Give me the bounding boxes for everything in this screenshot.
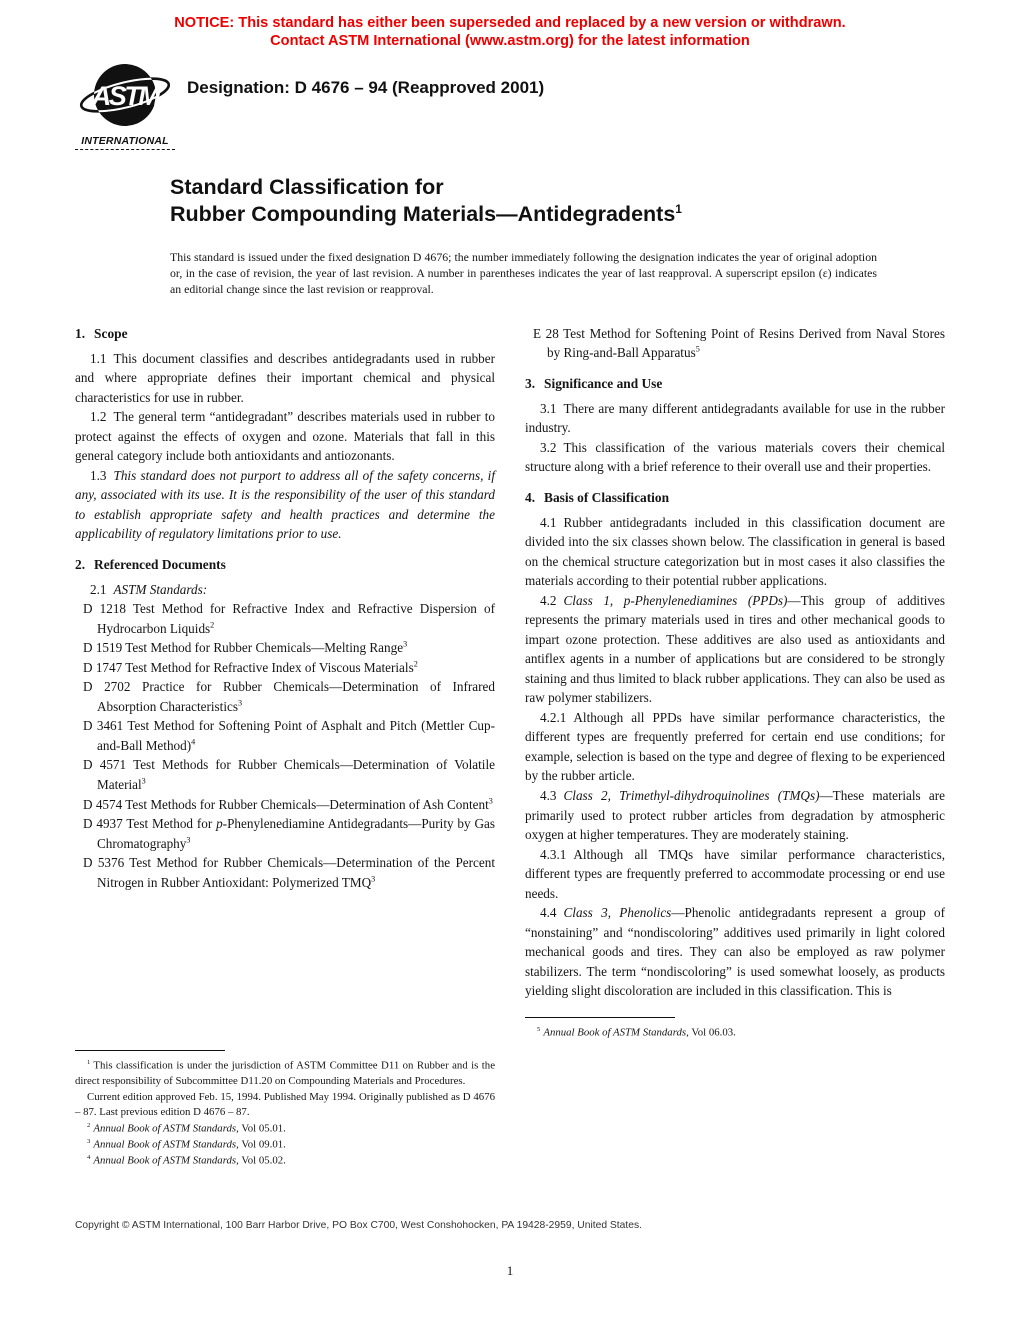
reference-item-d1519: D 1519 Test Method for Rubber Chemicals—Melting Range$^3$ xyxy=(83,639,408,656)
title-footnote-ref: 1 xyxy=(675,201,682,216)
footnote-1-edition: Current edition approved Feb. 15, 1994. Published May 1994. Originally published as D 4676 – 87. Last previous edition D 4676 – 87. xyxy=(75,1090,495,1119)
notice-line-1: NOTICE: This standard has either been superseded and replaced by a new version or withdrawn. xyxy=(174,15,846,31)
paragraph-4-2-1: 4.2.1 Although all PPDs have similar performance characteristics, the different types are frequently preferred for certain end use conditions; for example, selection is based on the type and degree of flexing to be experienced by the rubber article. xyxy=(525,709,945,784)
title-line-1: Standard Classification for xyxy=(170,175,444,200)
paragraph-4-2: 4.2 Class 1, p-Phenylenediamines (PPDs)—This group of additives represents the primary materials used in tires and other mechanical goods to impart ozone protection. These additives are also used as antioxidants and antiflex agents in a number of applications but are considered to be strongly staining and thus limited to black rubber applications. They can also be used as raw polymer stabilizers. xyxy=(525,592,946,706)
issuance-paragraph: This standard is issued under the fixed designation D 4676; the number immediately following the designation indicates the year of original adoption or, in the case of revision, the year of last revision. A number in parentheses indicates the year of last reapproval. A superscript epsilon (ε) indicates an editorial change since the last revision or reapproval. xyxy=(170,249,877,297)
paragraph-3-2: 3.2 This classification of the various materials covers their chemical structure along with a brief reference to their overall use and their properties. xyxy=(525,439,945,475)
astm-logo-text: ASTM xyxy=(91,81,159,112)
footnote-block-right xyxy=(525,1017,945,1041)
paragraph-4-1: 4.1 Rubber antidegradants included in this classification document are divided into the six classes shown below. The classification in general is based on the chemical structure categorization but in most cases it also classifies the materials according to their potential rubber applications. xyxy=(525,514,945,589)
copyright-line: Copyright © ASTM International, 100 Barr Harbor Drive, PO Box C700, West Conshohocken, PA 19428-2959, United States. xyxy=(75,1219,642,1231)
reference-item-d5376: D 5376 Test Method for Rubber Chemicals—Determination of the Percent Nitrogen in Rubber Antioxidant: Polymerized TMQ$^3$ xyxy=(83,855,495,890)
page-number: 1 xyxy=(506,1262,514,1278)
footnote-block-left xyxy=(75,1050,495,1170)
footnote-divider xyxy=(525,1017,675,1018)
left-column xyxy=(75,324,495,1170)
section-heading-referenced-documents: 2. Referenced Documents xyxy=(75,556,226,572)
section-heading-significance: 3. Significance and Use xyxy=(525,375,663,391)
reference-item-e28: E 28 Test Method for Softening Point of Resins Derived from Naval Stores by Ring-and-Ball Apparatus$^5$ xyxy=(533,325,945,361)
paragraph-4-3-1: 4.3.1 Although all TMQs have similar performance characteristics, different types are frequently preferred to accommodate processing or end use needs. xyxy=(525,846,945,901)
paragraph-3-1: 3.1 There are many different antidegradants available for use in the rubber industry. xyxy=(525,400,945,436)
astm-globe-icon xyxy=(79,62,171,134)
reference-item-d4574: D 4574 Test Methods for Rubber Chemicals—Determination of Ash Content$^3$ xyxy=(83,796,493,812)
document-title xyxy=(170,174,945,226)
reference-item-d1218: D 1218 Test Method for Refractive Index and Refractive Dispersion of Hydrocarbon Liquids$^2$ xyxy=(83,601,495,636)
superseded-notice xyxy=(75,14,945,50)
paragraph-1-3: 1.3 This standard does not purport to address all of the safety concerns, if any, associated with its use. It is the responsibility of the user of this standard to establish appropriate safety and health practices and determine the applicability of regulatory limitations prior to use. xyxy=(75,467,495,542)
notice-line-2: Contact ASTM International (www.astm.org) for the latest information xyxy=(270,33,750,50)
paragraph-2-1: 2.1 ASTM Standards: xyxy=(90,581,208,597)
paragraph-4-4: 4.4 Class 3, Phenolics—Phenolic antidegradants represent a group of “nonstaining” and “nondiscoloring” additives used primarily in light colored mechanical goods and tires. They can also be employed as raw polymer stabilizers. The term “nondiscoloring” is used somewhat loosely, as products yielding slight discoloration are included in this classification. This is xyxy=(525,905,945,999)
footnote-5: $^5$ Annual Book of ASTM Standards, Vol 06.03. xyxy=(537,1025,736,1039)
designation-line: Designation: D 4676 – 94 (Reapproved 2001) xyxy=(187,78,545,98)
reference-item-d2702: D 2702 Practice for Rubber Chemicals—Determination of Infrared Absorption Characteristics$^3$ xyxy=(83,679,495,714)
paragraph-4-3: 4.3 Class 2, Trimethyl-dihydroquinolines (TMQs)—These materials are primarily used to protect rubber articles from degradation by atmospheric oxygen at higher temperatures. They are moderately staining. xyxy=(525,787,945,843)
logo-international-label: INTERNATIONAL xyxy=(75,135,175,150)
footnote-1: $^1$ This classification is under the jurisdiction of ASTM Committee D11 on Rubber and is the direct responsibility of Subcommittee D11.20 on Compounding Materials and Procedures. xyxy=(75,1058,495,1088)
section-heading-scope: 1. Scope xyxy=(75,325,128,341)
reference-item-d4571: D 4571 Test Methods for Rubber Chemicals—Determination of Volatile Material$^3$ xyxy=(83,757,495,792)
document-header xyxy=(75,62,945,150)
right-column xyxy=(525,324,945,1170)
footnote-3: $^3$ Annual Book of ASTM Standards, Vol 09.01. xyxy=(87,1138,286,1151)
reference-item-d3461: D 3461 Test Method for Softening Point of Asphalt and Pitch (Mettler Cup-and-Ball Method)$^4$ xyxy=(83,718,495,753)
section-heading-basis: 4. Basis of Classification xyxy=(525,489,670,505)
footnote-4: $^4$ Annual Book of ASTM Standards, Vol 05.02. xyxy=(87,1154,286,1168)
paragraph-1-1: 1.1 This document classifies and describes antidegradants used in rubber and where appropriate defines their important chemical and physical characteristics for use in rubber. xyxy=(75,350,495,405)
reference-item-d1747: D 1747 Test Method for Refractive Index of Viscous Materials$^2$ xyxy=(83,659,418,675)
footnote-divider xyxy=(75,1050,225,1051)
paragraph-1-2: 1.2 The general term “antidegradant” describes materials used in rubber to protect against the effects of oxygen and ozone. Materials that fall in this general category include both antioxidants and antiozonants. xyxy=(75,409,495,464)
astm-logo xyxy=(75,62,175,150)
footnote-2: $^2$ Annual Book of ASTM Standards, Vol 05.01. xyxy=(87,1122,286,1135)
reference-item-d4937: D 4937 Test Method for p-Phenylenediamine Antidegradants—Purity by Gas Chromatography$^3$ xyxy=(83,816,495,851)
two-column-body xyxy=(75,324,945,1170)
title-line-2: Rubber Compounding Materials—Antidegradents xyxy=(170,201,676,226)
